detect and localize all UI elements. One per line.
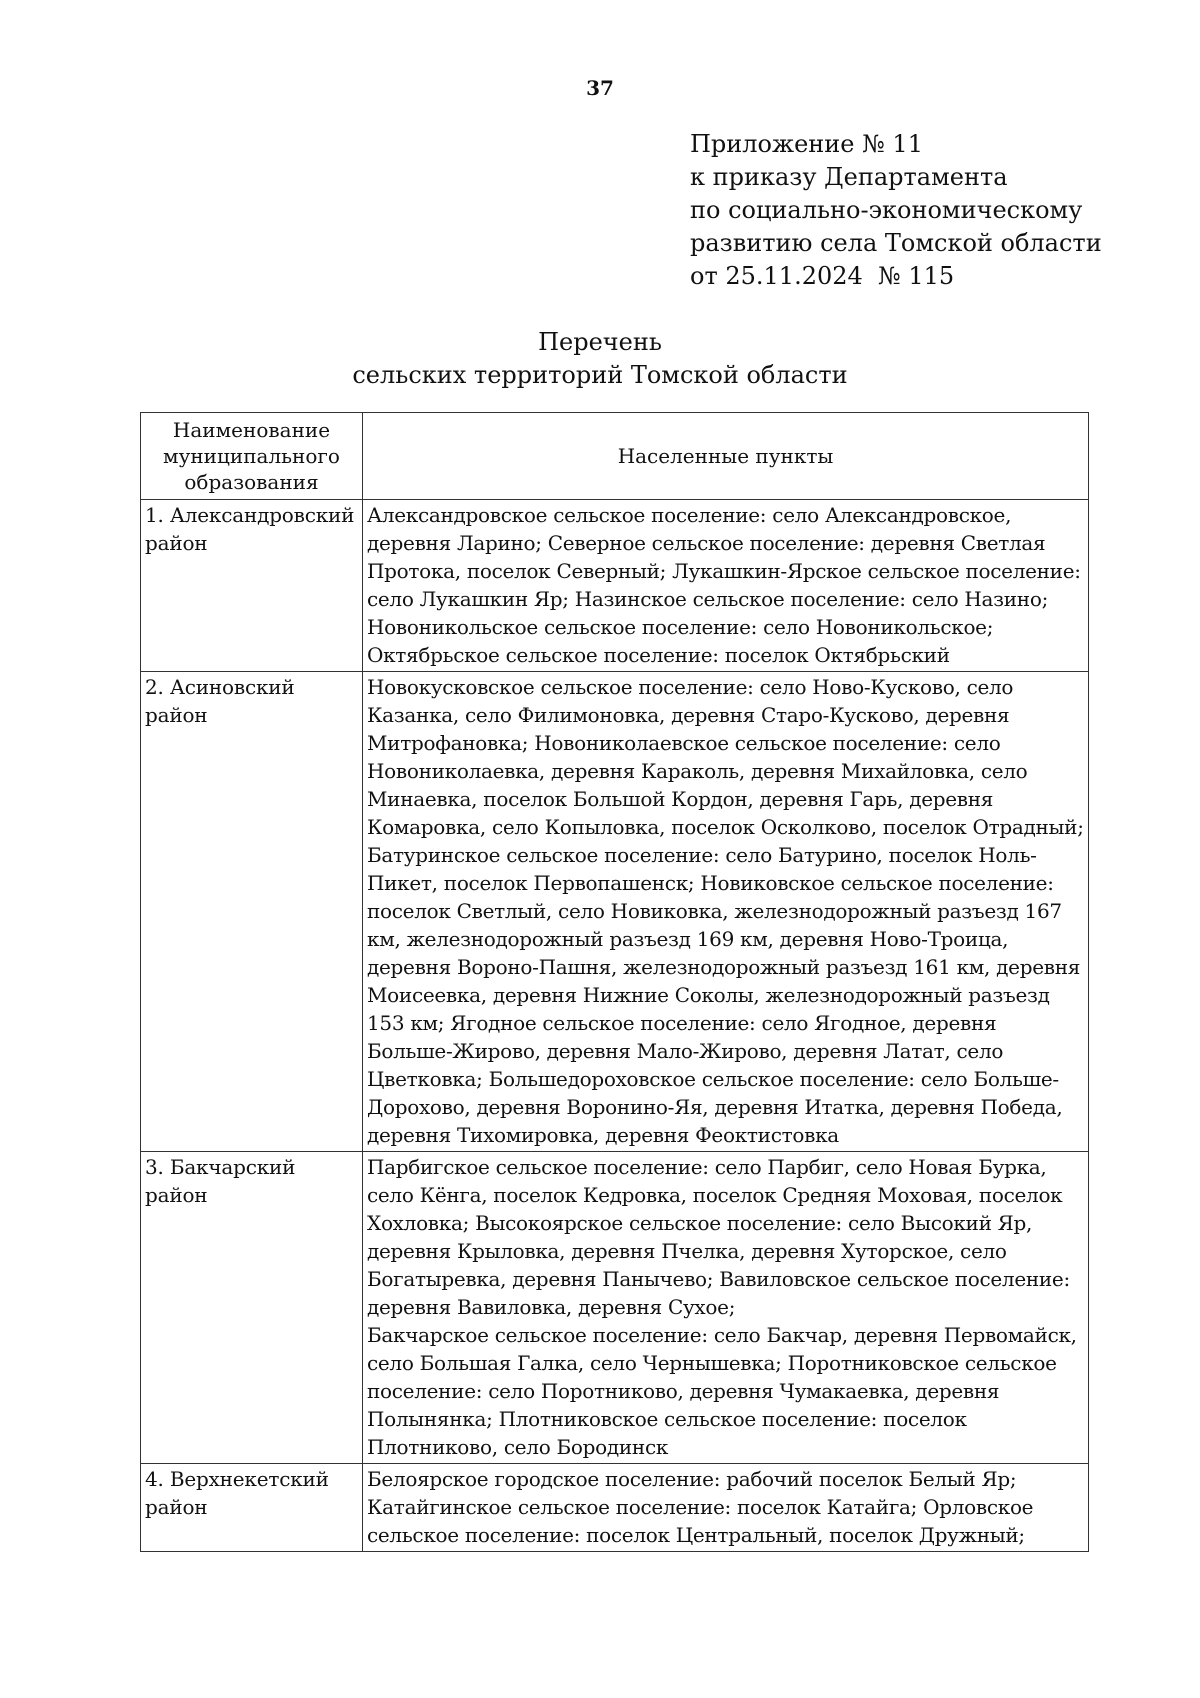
settlements-text: Новокусковское сельское поселение: село Ново-Кусково, село Казанка, село Филимоновка, деревня Старо-Кусково, деревня Митрофановка; Новониколаевское сельское поселение: село Новониколаевка, деревня Караколь, деревня Михайловка, село Минаевка, поселок Большой Кордон, деревня Гарь, деревня Комаровка, село Копыловка, поселок Осколково, поселок Отрадный; Батуринское сельское поселение: село Батурино, поселок Ноль-Пикет, поселок Первопашенск; Новиковское сельское поселение: поселок Светлый, село Новиковка, железнодорожный разъезд 167 км, железнодорожный разъезд 169 км, деревня Ново-Троица, деревня Вороно-Пашня, железнодорожный разъезд 161 км, деревня Моисеевка, деревня Нижние Соколы, железнодорожный разъезд 153 км; Ягодное сельское поселение: село Ягодное, деревня Больше-Жирово, деревня Мало-Жирово, деревня Латат, село Цветковка; Большедороховское сельское поселение: село Больше-Дорохово, деревня Воронино-Яя, деревня Итатка, деревня Победа, деревня Тихомировка, деревня Феоктистовка [367,675,1084,1147]
table-row [141,1152,1089,1464]
settlements-text: Парбигское сельское поселение: село Парбиг, село Новая Бурка, село Кёнга, поселок Кедровка, поселок Средняя Моховая, поселок Хохловка; Высокоярское сельское поселение: село Высокий Яр, деревня Крыловка, деревня Пчелка, деревня Хуторское, село Богатыревка, деревня Панычево; Вавиловское сельское поселение: деревня Вавиловка, деревня Сухое; [367,1155,1070,1319]
document-title-line2: сельских территорий Томской области [352,361,848,389]
table-row [141,500,1089,672]
settlements-cell [363,1152,1089,1464]
settlements-cell [363,672,1089,1152]
appendix-line: по социально-экономическому [690,196,1083,224]
territories-table-wrapper [140,412,1088,1552]
district-cell: 2. Асиновский район [141,672,363,1152]
appendix-line: Приложение № 11 [690,130,923,158]
document-title [0,326,1200,392]
district-cell: 1. Александровский район [141,500,363,672]
settlements-text: Бакчарское сельское поселение: село Бакчар, деревня Первомайск, село Большая Галка, село Чернышевка; Поротниковское сельское поселение: село Поротниково, деревня Чумакаевка, деревня Полынянка; Плотниковское сельское поселение: поселок Плотниково, село Бородинск [367,1323,1077,1459]
settlements-cell [363,1464,1089,1552]
district-cell: 4. Верхнекетский район [141,1464,363,1552]
appendix-line: к приказу Департамента [690,163,1008,191]
settlements-text: Александровское сельское поселение: село Александровское, деревня Ларино; Северное сельское поселение: деревня Светлая Протока, поселок Северный; Лукашкин-Ярское сельское поселение: село Лукашкин Яр; Назинское сельское поселение: село Назино; Новоникольское сельское поселение: село Новоникольское; Октябрьское сельское поселение: поселок Октябрьский [367,503,1081,667]
table-header-row [141,413,1089,500]
appendix-line: от 25.11.2024 № 115 [690,262,955,290]
settlements-text: Белоярское городское поселение: рабочий поселок Белый Яр; Катайгинское сельское поселение: поселок Катайга; Орловское сельское поселение: поселок Центральный, поселок Дружный; [367,1467,1034,1547]
district-cell: 3. Бакчарский район [141,1152,363,1464]
settlements-cell [363,500,1089,672]
table-row [141,1464,1089,1552]
appendix-line: развитию села Томской области [690,229,1102,257]
document-title-line1: Перечень [538,328,662,356]
page-number: 37 [586,76,614,100]
table-row [141,672,1089,1152]
appendix-block [690,128,1170,293]
territories-table [140,412,1089,1552]
header-municipality: Наименование муниципального образования [141,413,363,500]
header-settlements: Населенные пункты [363,413,1089,500]
